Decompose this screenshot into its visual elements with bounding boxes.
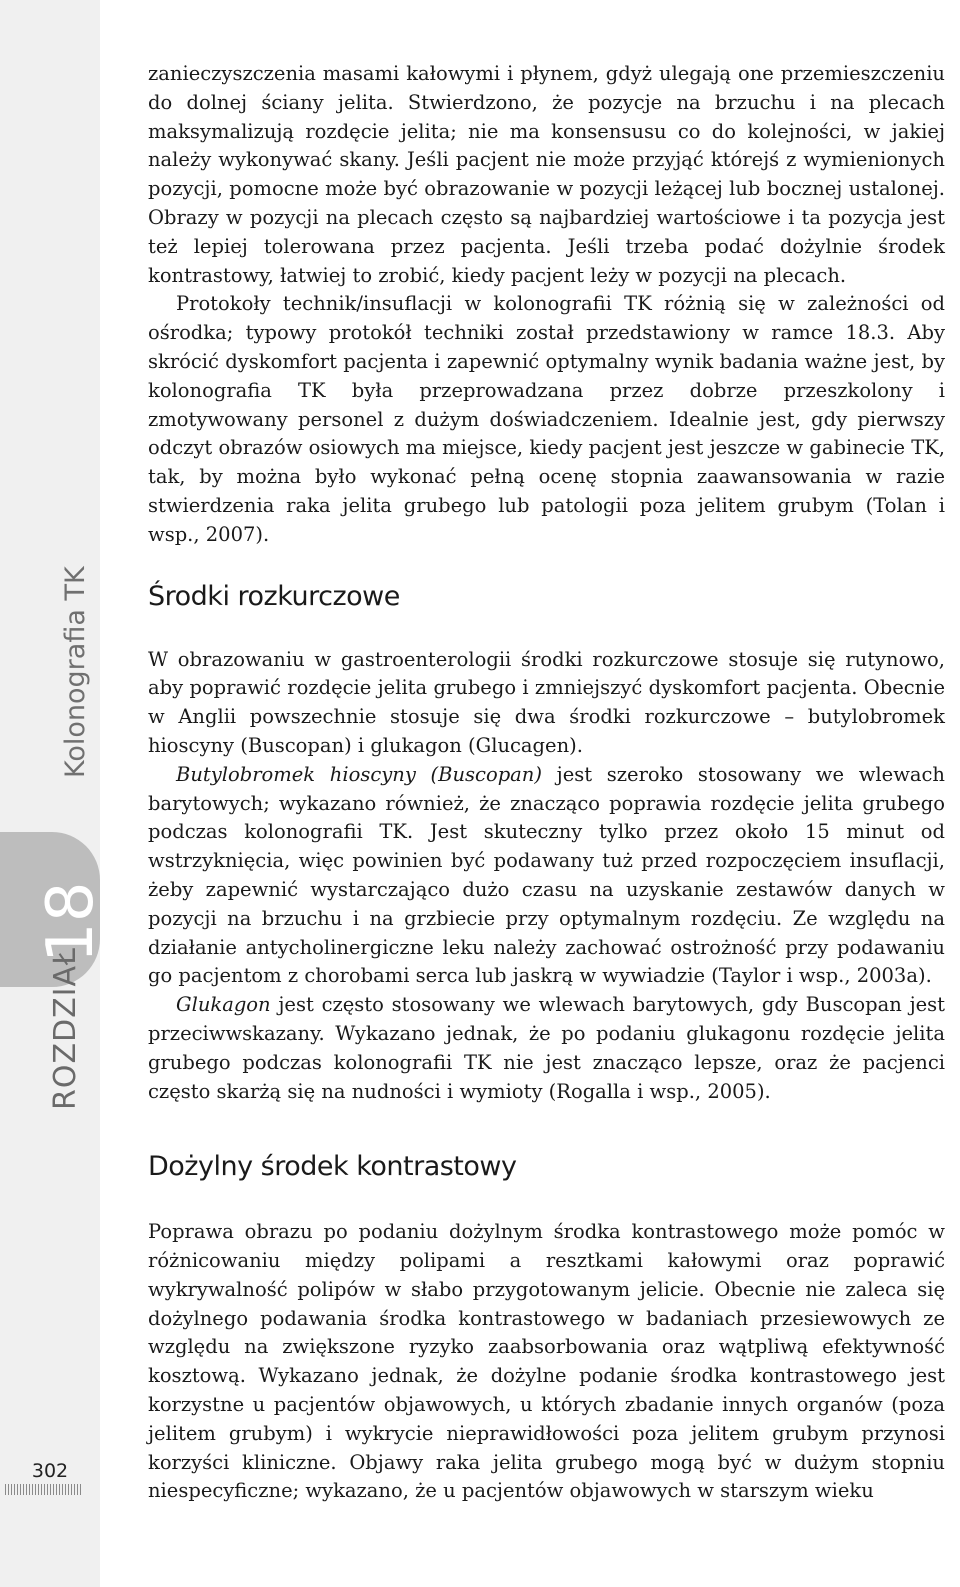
chapter-label: ROZDZIAŁ [48,947,83,1110]
paragraph-antispasmodics-intro: W obrazowaniu w gastroenterologii środki rozkurczowe stosuje się rutynowo, aby poprawić rozdęcie jelita grubego i zmniejszyć dyskomfort pacjenta. Obecnie w Anglii powszechnie stosuje się dwa środki rozkurczowe – butylobromek hioscyny (Buscopan) i glukagon (Glucagen). [148,647,945,757]
chapter-sidebar [0,0,108,1587]
paragraph-protocols: Protokoły technik/insuflacji w kolonografii TK różnią się w zależności od ośrodka; typowy protokół techniki został przedstawiony w ramce 18.3. Aby skrócić dyskomfort pacjenta i zapewnić optymalny wynik badania ważne jest, by kolonografia TK była przeprowadzana przez dobrze przeszkolony i zmotywowany personel z dużym doświadczeniem. Idealnie jest, gdy pierwszy odczyt obrazów osiowych ma miejsce, kiedy pacjent jest jeszcze w gabinecie TK, tak, by można było wykonać pełną ocenę stopnia zaawansowania w razie stwierdzenia raka jelita grubego lub patologii poza jelitem grubym (Tolan i wsp., 2007). [148,292,945,546]
chapter-title: Kolonografia TK [60,566,91,778]
glucagon-text: jest często stosowany we wlewach barytowych, gdy Buscopan jest przeciwwskazany. Wykazano jednak, że po podaniu glukagonu rozdęcie jelita grubego podczas kolonografii TK nie jest znacząco lepsze, oraz że pacjenci często skarżą się na nudności i wymioty (Rogalla i wsp., 2005). [148,993,945,1103]
paragraph-continuation: zanieczyszczenia masami kałowymi i płynem, gdyż ulegają one przemieszczeniu do dolnej ściany jelita. Stwierdzono, że pozycje na brzuchu i na plecach maksymalizują rozdęcie jelita; nie ma konsensusu co do kolejności, w jakiej należy wykonywać skany. Jeśli pacjent nie może przyjąć którejś z wymienionych pozycji, pomocne może być obrazowanie w pozycji leżącej lub bocznej ustalonej. Obrazy w pozycji na plecach często są najbardziej wartościowe i ta pozycja jest też lepiej tolerowana przez pacjenta. Jeśli trzeba podać dożylnie środek kontrastowy, łatwiej to zrobić, kiedy pacjent leży w pozycji na plecach. [148,62,945,287]
page-body [148,60,945,1506]
section-heading-iv-contrast: Dożylny środek kontrastowy [148,1151,517,1183]
chapter-number: 18 [34,881,108,963]
page-edge-marker [5,1484,81,1495]
glucagon-term: Glukagon [176,993,271,1017]
buscopan-term: Butylobromek hioscyny (Buscopan) [176,762,542,786]
paragraph-glucagon [148,991,945,1106]
paragraph-iv-contrast: Poprawa obrazu po podaniu dożylnym środka kontrastowego może pomóc w różnicowaniu między polipami a resztkami kałowymi oraz poprawić wykrywalność polipów w słabo przygotowanym jelicie. Obecnie nie zaleca się dożylnego podawania środka kontrastowego w badaniach przesiewowych ze względu na zwiększone ryzyko zaabsorbowania oraz wątpliwą efektywność kosztową. Wykazano jednak, że dożylne podanie środka kontrastowego jest korzystne u pacjentów objawowych, u których zbadanie innych organów (poza jelitem grubym) i wykrycie nieprawidłowości poza jelitem grubym przynosi korzyści kliniczne. Objawy raka jelita grubego mogą być w dużym stopniu niespecyficzne; wykazano, że u pacjentów objawowych w starszym wieku [148,1220,945,1503]
section-heading-antispasmodics: Środki rozkurczowe [148,580,400,612]
paragraph-buscopan [148,761,945,991]
page-number: 302 [31,1460,69,1482]
buscopan-text: jest szeroko stosowany we wlewach barytowych; wykazano również, że znacząco poprawia rozdęcie jelita grubego podczas kolonografii TK. Jest skuteczny tylko przez około 15 minut od wstrzyknięcia, więc powinien być podawany tuż przed rozpoczęciem insuflacji, żeby zapewnić wystarczająco dużo czasu na uzyskanie zestawów danych w pozycji na brzuchu i na grzbiecie przy optymalnym rozdęciu. Ze względu na działanie antycholinergiczne leku należy zachować ostrożność przy podawaniu go pacjentom z chorobami serca lub jaskrą w wywiadzie (Taylor i wsp., 2003a). [148,762,945,988]
